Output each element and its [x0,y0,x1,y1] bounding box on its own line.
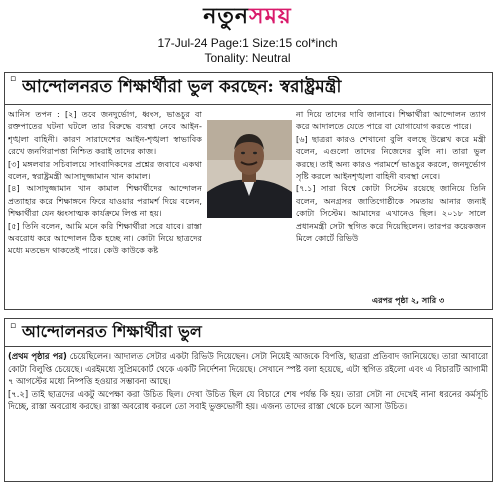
masthead-part1: নতুন [203,3,250,29]
paragraph: [৫] তিনি বলেন, আমি মনে করি শিক্ষার্থীরা সরে যাবে। রাস্তা অবরোধ করে আন্দোলন ঠিক হচ্ছে না। কোটা নিয়ে ছাত্রদের মধ্যে মতভেদ থাকতেই পারে। কেউ কাউকে কষ্ট [8,220,202,256]
tonality-label: Tonality: Neutral [204,51,291,65]
headline-rule [4,104,491,105]
bullet-icon: ▫ [10,74,17,84]
paragraph: আনিস তপন : [২] তবে জনদুর্ভোগ, ধ্বংস, ভাঙচুর বা রক্তপাতের ঘটনা ঘটলে তার বিরুদ্ধে ব্যবস্থা নেবে আইন-শৃঙ্খলা বাহিনী। কারণ সারাদেশের আইন-শৃঙ্খলা স্বাভাবিক রেখে জনগিরাপত্তা নিশ্চিত করাই তাদের কাজ। [8,109,202,157]
continuation-lead: (প্রথম পৃষ্ঠার পর) [8,351,67,361]
clipping-meta: 17-Jul-24 Page:1 Size:15 col*inch [157,36,338,50]
paragraph: [৭.২] তাই ছাত্রদের একটু অপেক্ষা করা উচিত ছিল। দেখা উচিত ছিল যে বিচারে শেষ পর্যন্ত কি হয়। তারা সেটা না দেখেই নানা ধরনের কর্মসূচি দিচ্ছে, রাস্তা অবরোধ করছে। রাস্তা অবরোধ করলে তো সবাই ভুক্তভোগী হয়। এজন্য তাদের রাস্তা থেকে চলে আসা উচিত। [8,388,488,412]
continuation-body [8,350,488,478]
newspaper-masthead [0,2,495,30]
paragraph: না দিয়ে তাদের দাবি জানাবে। শিক্ষার্থীরা আন্দোলন ত্যাগ করে আদালতে যেতে পারে বা যোগাযোগ করতে পারে। [296,109,486,132]
paragraph: [৬] ছাত্ররা কারও শেখানো বুলি বলছে উল্লেখ করে মন্ত্রী বলেন, এগুলো তাদের নিজেদের বুলি না। তারা ভুল করছে। তাই অন্য কারও পরামর্শে ভাঙচুর করলে, জনদুর্ভোগ সৃষ্টি করলে আইনশৃঙ্খলা বাহিনী ব্যবস্থা নেবে। [296,133,486,182]
paragraph: [৪] আসাদুজ্জামান খান কামাল শিক্ষার্থীদের আন্দোলন প্রত্যাহার করে শিক্ষাঙ্গনে ফিরে যাওয়ার পরামর্শ দিয়ে বলেন, শিক্ষার্থীরা যেন ধ্বংসাত্মক কার্যক্রমে লিপ্ত না হয়। [8,183,202,219]
continuation-rule [4,346,491,347]
masthead-part2: সময় [249,3,292,29]
minister-photo [207,120,292,218]
paragraph: [৭.১] সারা বিশ্বে কোটা সিস্টেম রয়েছে জানিয়ে তিনি বলেন, অনগ্রসর জাতিগোষ্ঠীকে সমতায় আনার জন্যই কোটা সিস্টেম। আমাদের এখানেও ছিল। ২০১৮ সালে প্রধানমন্ত্রী সেটা স্থগিত করে দিয়েছিলেন। তারপর কয়েকজন মিলে কোর্টে রিভিউ [296,183,486,244]
continued-note: এরপর পৃষ্ঠা ২, সারি ৩ [372,296,445,305]
article-column-1 [8,108,202,304]
continuation-headline: আন্দোলনরত শিক্ষার্থীরা ভুল [22,322,202,341]
paragraph [8,350,488,388]
article-headline: আন্দোলনরত শিক্ষার্থীরা ভুল করছেন: স্বরাষ্ট্রমন্ত্রী [22,77,342,97]
article-column-2 [296,108,486,296]
paragraph: [৩] মঙ্গলবার সচিবালয়ে সাংবাদিকদের প্রশ্নের জবাবে একথা বলেন, স্বরাষ্ট্রমন্ত্রী আসাদুজ্জামান খান কামাল। [8,158,202,182]
paragraph-text: চেয়েছিলেন। আদালত সেটার একটা রিভিউ দিয়েছেন। সেটা নিয়েই আজকে বিপত্তি, ছাত্ররা প্রতিবাদ জানিয়েছে। তারা আবারো কোটা বিলুপ্তি চেয়েছে। এরইমধ্যে সুপ্রিমকোর্ট থেকে একটি নির্দেশনা দিয়েছে। সেখানে স্পষ্ট বলা হয়েছে, এটা স্থগিত রইলো এবং এ বিচারটি আগামী ৭ আগস্টের মধ্যে নিষ্পত্তি হওয়ার সম্ভাবনা আছে। [8,351,488,387]
bullet-icon: ▫ [10,321,17,331]
